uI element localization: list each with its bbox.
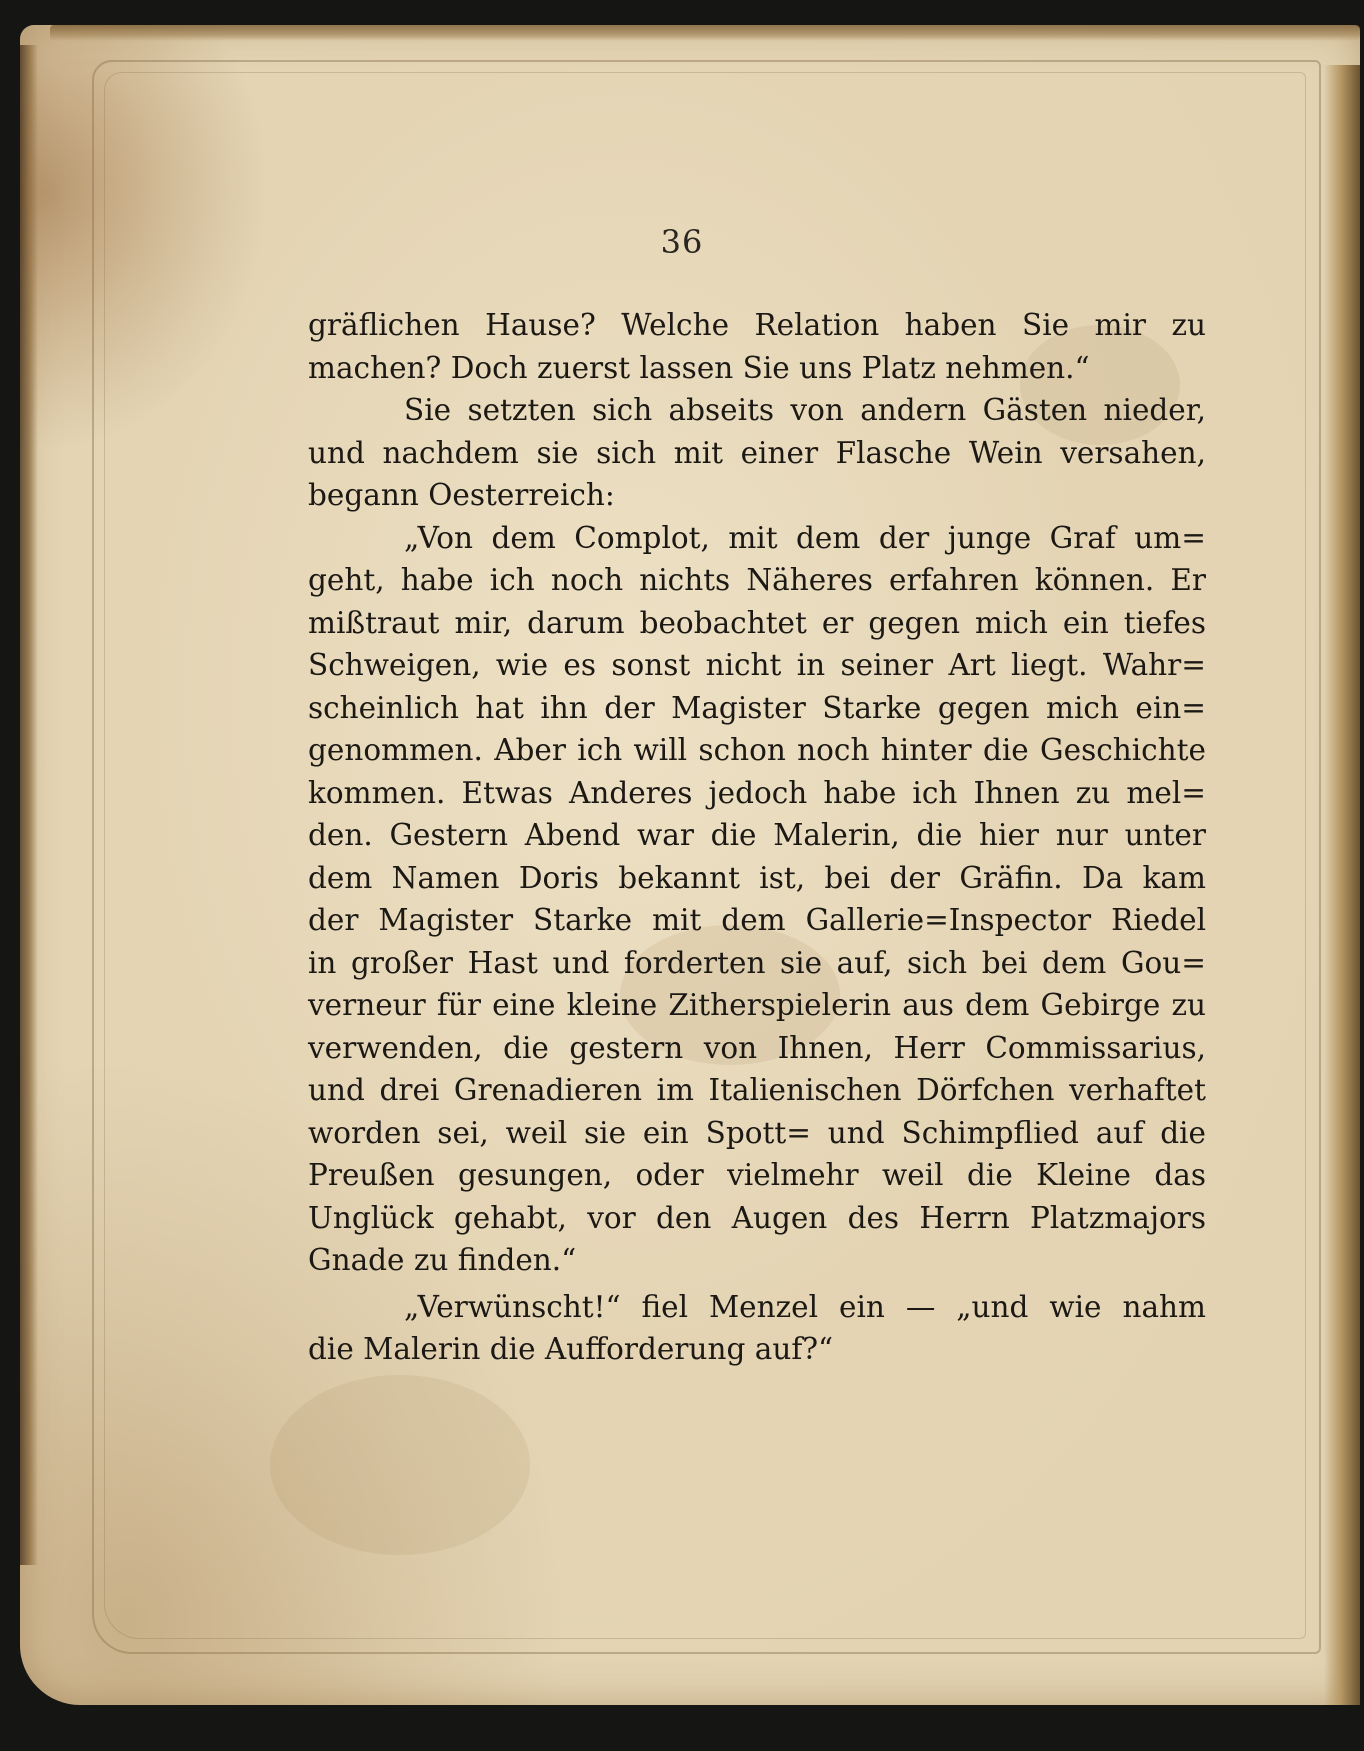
text-line: der Magister Starke mit dem Gallerie=Inspector Riedel <box>308 903 1206 937</box>
text-line: begann Oesterreich: <box>308 478 615 512</box>
text-line: Preußen gesungen, oder vielmehr weil die Kleine das <box>308 1158 1206 1192</box>
text-line: Schweigen, wie es sonst nicht in seiner Art liegt. Wahr= <box>308 648 1206 682</box>
text-line: scheinlich hat ihn der Magister Starke gegen mich ein= <box>308 690 1206 725</box>
text-line: kommen. Etwas Anderes jedoch habe ich Ihnen zu mel= <box>308 775 1206 810</box>
text-line: worden sei, weil sie ein Spott= und Schimpflied auf die <box>308 1115 1206 1150</box>
text-line: „Von dem Complot, mit dem der junge Graf um= <box>404 520 1206 555</box>
text-line: genommen. Aber ich will schon noch hinter die Geschichte <box>308 733 1206 767</box>
text-line: dem Namen Doris bekannt ist, bei der Gräfin. Da kam <box>308 860 1206 895</box>
text-line: die Malerin die Aufforderung auf?“ <box>308 1332 834 1366</box>
text-line: Gnade zu finden.“ <box>308 1243 577 1277</box>
body-text <box>308 304 1206 1371</box>
text-line: verneur für eine kleine Zitherspielerin aus dem Gebirge zu <box>308 988 1206 1022</box>
text-line: machen? Doch zuerst lassen Sie uns Platz nehmen.“ <box>308 350 1090 385</box>
text-line: mißtraut mir, darum beobachtet er gegen mich ein tiefes <box>308 605 1206 640</box>
book-spine-shadow <box>1324 65 1360 1705</box>
text-line: den. Gestern Abend war die Malerin, die hier nur unter <box>308 818 1206 852</box>
page-left-edge <box>20 45 38 1565</box>
page-top-edge <box>50 25 1360 41</box>
text-line: geht, habe ich noch nichts Näheres erfahren können. Er <box>308 563 1206 597</box>
text-line: „Verwünscht!“ fiel Menzel ein — „und wie nahm <box>404 1289 1206 1324</box>
text-line: und drei Grenadieren im Italienischen Dörfchen verhaftet <box>308 1073 1206 1107</box>
text-line: verwenden, die gestern von Ihnen, Herr Commissarius, <box>308 1030 1206 1065</box>
text-line: und nachdem sie sich mit einer Flasche Wein versahen, <box>308 435 1206 470</box>
text-line: gräflichen Hause? Welche Relation haben Sie mir zu <box>308 308 1206 342</box>
text-line: Unglück gehabt, vor den Augen des Herrn Platzmajors <box>308 1200 1206 1235</box>
text-line: Sie setzten sich abseits von andern Gästen nieder, <box>404 393 1206 427</box>
page-number: 36 <box>660 223 704 261</box>
text-line: in großer Hast und forderten sie auf, sich bei dem Gou= <box>308 945 1206 980</box>
